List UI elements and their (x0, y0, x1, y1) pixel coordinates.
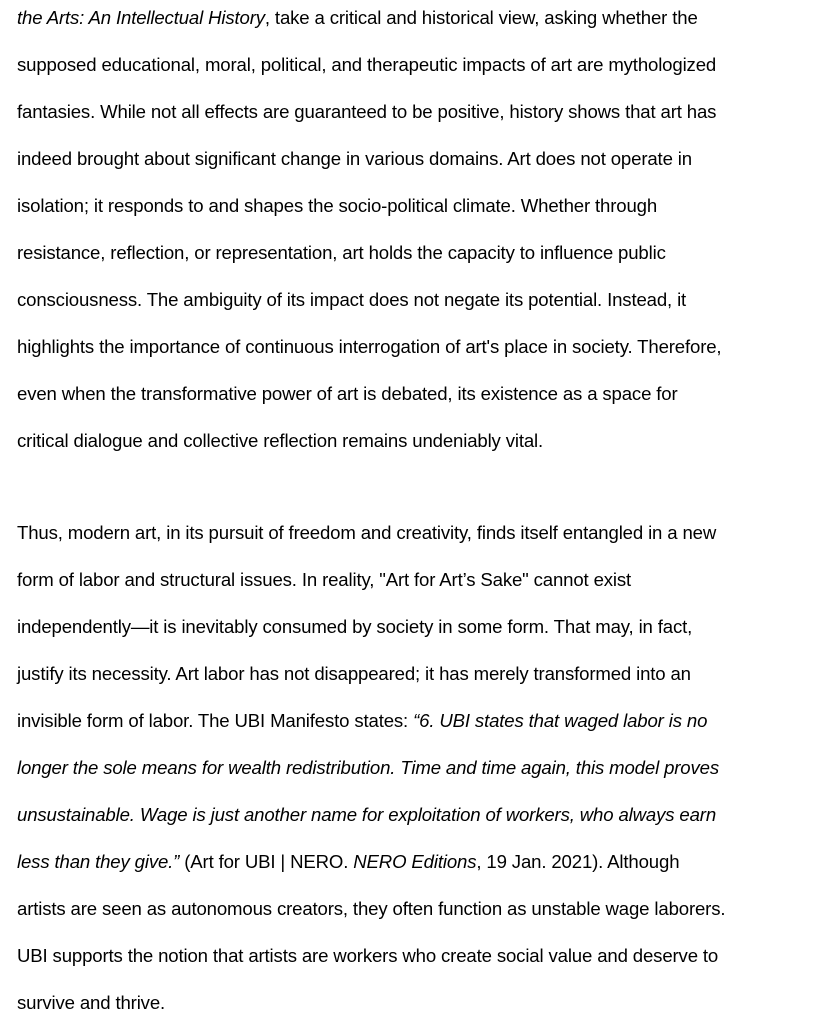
citation-text: (Art for UBI | NERO. (179, 851, 354, 872)
text-line (17, 656, 725, 703)
paragraph-art-labor-ubi (17, 515, 725, 1032)
text-run: highlights the importance of continuous interrogation of art's place in society. Therefore, (17, 336, 722, 357)
text-run: Thus, modern art, in its pursuit of freedom and creativity, finds itself entangled in a new (17, 522, 717, 543)
text-line (17, 0, 721, 47)
text-run: , take a critical and historical view, asking whether the (264, 7, 698, 28)
text-run: invisible form of labor. The UBI Manifesto states: (17, 710, 414, 731)
text-run: consciousness. The ambiguity of its impact does not negate its potential. Instead, it (17, 289, 687, 310)
text-line (17, 47, 721, 94)
text-run: independently—it is inevitably consumed by society in some form. That may, in fact, (17, 616, 693, 637)
text-line (17, 188, 721, 235)
text-line (17, 423, 721, 470)
manifesto-quote-italic: “6. UBI states that waged labor is no (413, 710, 708, 731)
book-title-italic: the Arts: An Intellectual History (17, 7, 265, 28)
text-line (17, 376, 721, 423)
manifesto-quote-italic: longer the sole means for wealth redistribution. Time and time again, this model proves (17, 757, 719, 778)
text-line (17, 282, 721, 329)
text-run: UBI supports the notion that artists are workers who create social value and deserve to (17, 945, 719, 966)
text-run: fantasies. While not all effects are guaranteed to be positive, history shows that art has (17, 101, 717, 122)
manifesto-quote-italic: unsustainable. Wage is just another name for exploitation of workers, who always earn (17, 804, 717, 825)
text-line (17, 235, 721, 282)
text-line (17, 891, 725, 938)
text-line (17, 750, 725, 797)
text-line (17, 141, 721, 188)
text-run: isolation; it responds to and shapes the socio-political climate. Whether through (17, 195, 658, 216)
text-run: artists are seen as autonomous creators, they often function as unstable wage laborers. (17, 898, 726, 919)
text-run: critical dialogue and collective reflection remains undeniably vital. (17, 430, 544, 451)
text-run: indeed brought about significant change in various domains. Art does not operate in (17, 148, 692, 169)
text-run: even when the transformative power of art is debated, its existence as a space for (17, 383, 678, 404)
manifesto-quote-italic: less than they give.” (17, 851, 180, 872)
text-line (17, 938, 725, 985)
citation-text: , 19 Jan. 2021). Although (476, 851, 680, 872)
text-line (17, 609, 725, 656)
text-line (17, 844, 725, 891)
text-line (17, 562, 725, 609)
text-run: form of labor and structural issues. In reality, "Art for Art’s Sake" cannot exist (17, 569, 632, 590)
text-run: supposed educational, moral, political, and therapeutic impacts of art are mythologized (17, 54, 717, 75)
text-line (17, 703, 725, 750)
citation-source-italic: NERO Editions (353, 851, 477, 872)
text-run: resistance, reflection, or representation, art holds the capacity to influence public (17, 242, 666, 263)
text-line (17, 329, 721, 376)
text-line (17, 515, 725, 562)
paragraph-arts-impact (17, 0, 721, 470)
text-line (17, 985, 725, 1032)
text-run: survive and thrive. (17, 992, 166, 1013)
text-line (17, 94, 721, 141)
text-line (17, 797, 725, 844)
text-run: justify its necessity. Art labor has not disappeared; it has merely transformed into an (17, 663, 691, 684)
